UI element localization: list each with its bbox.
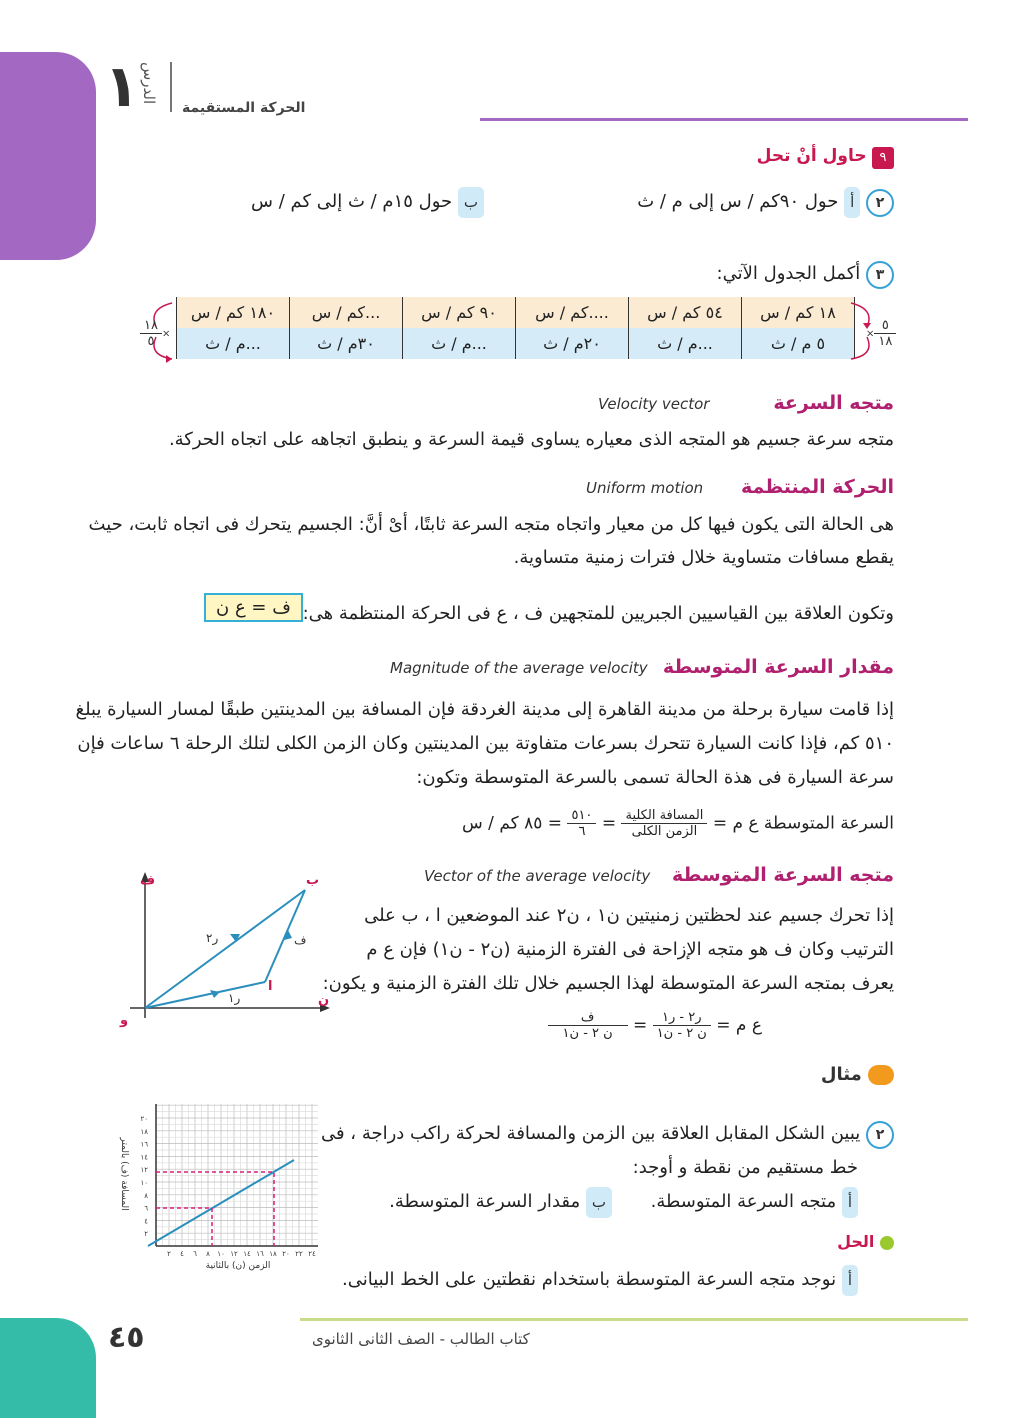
y-tick-label: ٦ <box>144 1204 148 1213</box>
table-cell: ٢٠م / ث <box>516 328 629 359</box>
conversion-table <box>176 297 855 359</box>
frac-num: المسافة الكلية <box>621 808 707 824</box>
table-cell: ...م / ث <box>177 328 290 359</box>
formula-label: السرعة المتوسطة ع م = <box>712 813 894 834</box>
example-part-a <box>651 1186 858 1218</box>
avg-vec-formula <box>548 1010 762 1041</box>
formula-lhs: ع م = <box>716 1015 762 1036</box>
left-factor <box>140 318 170 349</box>
avg-vec-line2: الترتيب وكان ف هو متجه الإزاحة فى الفترة الزمنية (ن٢ - ن١) فإن ع م <box>366 939 894 960</box>
x-tick-label: ١٢ <box>230 1250 238 1258</box>
x-tick-label: ١٦ <box>256 1250 264 1258</box>
q2-b-text: حول ١٥م / ث إلى كم / س <box>251 191 453 212</box>
q2-b-letter: ب <box>458 187 484 218</box>
example-line2: خط مستقيم من نقطة و أوجد: <box>632 1157 858 1178</box>
label-n: ن <box>318 993 330 1008</box>
y-tick-label: ١٦ <box>140 1140 148 1149</box>
factor-den: ٥ <box>147 334 155 349</box>
frac-den: ٦ <box>578 824 586 839</box>
example-line1 <box>321 1118 894 1149</box>
distance-time-graph <box>108 1098 324 1274</box>
try-badge: ٩ <box>872 147 894 169</box>
lesson-word: الدرس <box>140 62 158 105</box>
x-tick-label: ٤ <box>180 1250 184 1258</box>
example-heading <box>821 1064 894 1085</box>
footer-text: كتاب الطالب - الصف الثانى الثانوى <box>312 1330 530 1348</box>
example-b-letter: ب <box>586 1187 612 1218</box>
velocity-vector-title: متجه السرعة <box>773 392 894 414</box>
lesson-title: الحركة المستقيمة <box>182 100 306 116</box>
x-tick-label: ٢٤ <box>308 1250 316 1258</box>
frac-num: ٥١٠ <box>567 808 596 824</box>
y-tick-label: ٢٠ <box>140 1115 148 1123</box>
x-tick-label: ٢ <box>167 1250 171 1258</box>
q2-part-b <box>251 186 484 218</box>
table-cell: ٣٠م / ث <box>290 328 403 359</box>
table-cell: ...م / ث <box>629 328 742 359</box>
example-a-text: متجه السرعة المتوسطة. <box>650 1191 837 1212</box>
footer-rule <box>300 1318 968 1321</box>
q2-a-text: حول ٩٠كم / س إلى م / ث <box>637 191 839 212</box>
right-factor <box>866 318 896 349</box>
example-b-text: مقدار السرعة المتوسطة. <box>389 1191 581 1212</box>
page-number: ٤٥ <box>108 1320 145 1355</box>
q3 <box>717 258 894 289</box>
equals-sign: = <box>633 1015 648 1036</box>
uniform-line1: هى الحالة التى يكون فيها كل من معيار واتجاه متجه السرعة ثابتًا، أىْ أنَّ: الجسيم يتحرك فى اتجاه ثابت، حيث <box>88 514 894 535</box>
frac-den: الزمن الكلى <box>631 824 698 839</box>
factor-num: ٥ <box>874 318 896 334</box>
factor-den: ١٨ <box>878 334 893 349</box>
avg-mag-en: Magnitude of the average velocity <box>390 659 648 677</box>
uniform-title: الحركة المنتظمة <box>740 476 894 498</box>
try-title: حاول أنْ تحل <box>756 146 867 166</box>
try-heading <box>757 146 894 169</box>
example-title: مثال <box>820 1064 862 1085</box>
side-tab-bottom <box>0 1318 96 1418</box>
label-a: ا <box>268 979 273 994</box>
header-rule <box>480 118 968 121</box>
vector-diagram <box>110 868 340 1028</box>
q2-number: ٢ <box>866 189 894 217</box>
frac-num: ف <box>548 1010 628 1026</box>
times-sign: × <box>866 328 875 340</box>
example-number: ٢ <box>866 1121 894 1149</box>
table-cell: ٥ م / ث <box>742 328 855 359</box>
q3-number: ٣ <box>866 261 894 289</box>
solution-a-text: نوجد متجه السرعة المتوسطة باستخدام نقطتين على الخط البيانى. <box>341 1269 837 1290</box>
x-tick-label: ١٠ <box>217 1250 225 1258</box>
table-cell: ١٨ كم / س <box>742 297 855 328</box>
avg-vec-line3: يعرف بمتجه السرعة المتوسطة لهذا الجسيم خلال تلك الفترة الزمنية و يكون: <box>322 973 894 994</box>
frac-num: ر٢ - ر١ <box>653 1010 711 1026</box>
example-line1-text: يبين الشكل المقابل العلاقة بين الزمن والمسافة لحركة راكب دراجة ، فى <box>320 1123 861 1144</box>
label-o: و <box>120 1013 129 1028</box>
q3-text: أكمل الجدول الآتي: <box>716 263 861 284</box>
times-sign: × <box>161 328 171 340</box>
lesson-number: ١ <box>104 52 140 120</box>
x-tick-label: ٢٢ <box>295 1250 303 1258</box>
lesson-divider <box>170 62 172 112</box>
avg-mag-line3: سرعة السيارة فى هذة الحالة تسمى بالسرعة المتوسطة وتكون: <box>416 767 894 788</box>
y-tick-label: ١٤ <box>140 1153 148 1162</box>
x-tick-label: ٢٠ <box>282 1250 290 1258</box>
avg-vec-title: متجه السرعة المتوسطة <box>671 864 894 886</box>
solution-a-letter: أ <box>842 1265 858 1296</box>
x-tick-label: ١٨ <box>269 1250 277 1258</box>
table-cell: ٥٤ كم / س <box>629 297 742 328</box>
uniform-formula: ف = ع ن <box>204 593 303 622</box>
y-tick-label: ٤ <box>144 1217 148 1226</box>
solution-heading <box>837 1232 894 1251</box>
formula-result: = ٨٥ كم / س <box>462 813 563 834</box>
frac-den: ن ٢ - ن١ <box>656 1026 707 1041</box>
side-tab-top <box>0 52 96 260</box>
label-fv: ف <box>294 933 307 947</box>
y-tick-label: ١٠ <box>140 1179 148 1187</box>
y-tick-label: ٨ <box>144 1191 148 1200</box>
table-cell: ١٨٠ كم / س <box>177 297 290 328</box>
uniform-relation: وتكون العلاقة بين القياسيين الجبريين للمتجهين ف ، ع فى الحركة المنتظمة هى: <box>302 603 894 624</box>
x-tick-label: ٦ <box>193 1250 197 1258</box>
avg-mag-title: مقدار السرعة المتوسطة <box>662 656 894 678</box>
avg-vec-en: Vector of the average velocity <box>424 867 651 885</box>
label-r2: ر٢ <box>206 931 219 945</box>
avg-vec-line1: إذا تحرك جسيم عند لحظتين زمنيتين ن١ ، ن٢ عند الموضعين ا ، ب على <box>364 905 894 926</box>
avg-mag-line1: إذا قامت سيارة برحلة من مدينة القاهرة إلى مدينة الغردقة فإن المسافة بين المدينتين طبقًا لمسار السيارة يبلغ <box>75 699 894 720</box>
label-r1: ر١ <box>228 991 241 1005</box>
table-cell: ...م / ث <box>403 328 516 359</box>
uniform-en: Uniform motion <box>586 479 704 497</box>
table-cell: ....كم / س <box>516 297 629 328</box>
y-tick-label: ١٢ <box>140 1166 148 1175</box>
velocity-vector-text: متجه سرعة جسيم هو المتجه الذى معياره يساوى قيمة السرعة و ينطبق اتجاهه على اتجاه الحركة. <box>168 429 894 450</box>
avg-mag-line2: ٥١٠ كم، فإذا كانت السيارة تتحرك بسرعات متفاوتة بين المدينتين وكان الزمن الكلى لتلك الرحلة ٦ ساعات فإن <box>77 733 894 754</box>
speech-bubble-icon <box>868 1065 894 1085</box>
x-tick-label: ٨ <box>206 1250 210 1258</box>
factor-num: ١٨ <box>140 318 162 334</box>
graph-ylabel: المسافة (ف) بالمتر <box>119 1137 129 1211</box>
table-cell: ٩٠ كم / س <box>403 297 516 328</box>
solution-dot-icon <box>880 1236 894 1250</box>
velocity-vector-en: Velocity vector <box>598 395 710 413</box>
frac-den: ن ٢ - ن١ <box>562 1026 613 1041</box>
uniform-line2: يقطع مسافات متساوية خلال فترات زمنية متساوية. <box>513 547 894 568</box>
example-part-b <box>389 1186 612 1218</box>
equals-sign: = <box>601 813 617 834</box>
x-tick-label: ١٤ <box>243 1250 251 1258</box>
q2-a-letter: أ <box>844 187 860 218</box>
q2-part-a <box>637 186 894 218</box>
label-f: ف <box>140 873 156 888</box>
solution-part-a <box>342 1264 858 1296</box>
y-tick-label: ٢ <box>144 1230 148 1239</box>
solution-title: الحل <box>837 1232 875 1251</box>
example-a-letter: أ <box>842 1187 858 1218</box>
graph-xlabel: الزمن (ن) بالثانية <box>205 1261 271 1271</box>
label-b: ب <box>306 873 320 888</box>
graph-grid <box>156 1104 318 1246</box>
avg-mag-formula <box>462 808 894 839</box>
y-tick-label: ١٨ <box>140 1127 148 1136</box>
table-cell: ...كم / س <box>290 297 403 328</box>
